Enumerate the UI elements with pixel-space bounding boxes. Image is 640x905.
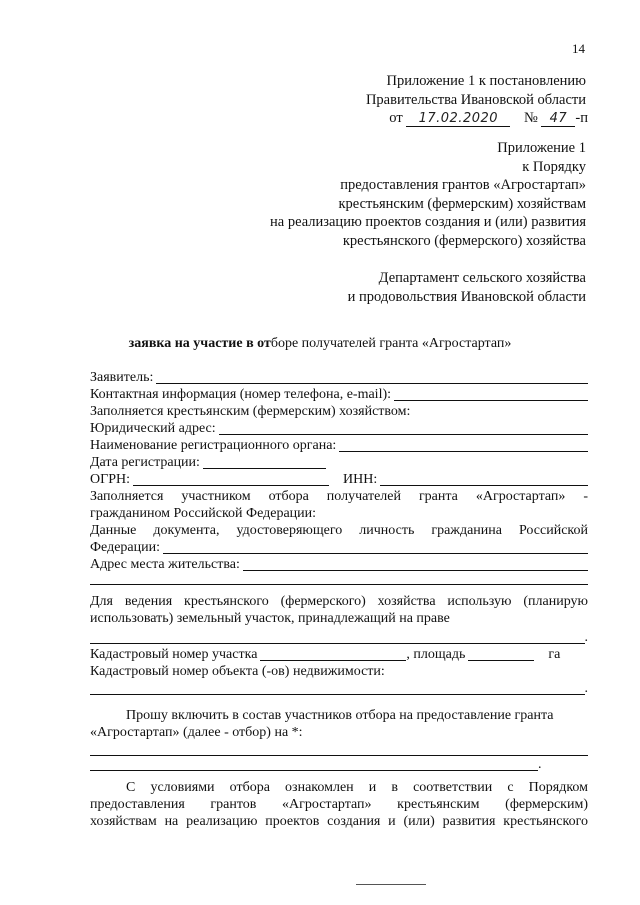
- id-doc-field[interactable]: [163, 541, 588, 554]
- reg-body-label: Наименование регистрационного органа:: [90, 438, 337, 453]
- land-row-1: [90, 593, 588, 610]
- id-doc-label-2: Федерации:: [90, 540, 161, 555]
- land-label-1: Для ведения крестьянского (фермерского) хозяйства использую (планирую: [90, 594, 588, 609]
- request-field-row-1: [90, 741, 588, 758]
- citizen-section-row-2: [90, 505, 588, 522]
- legal-address-row: [90, 420, 588, 437]
- legal-address-field[interactable]: [219, 422, 588, 435]
- resolution-number: 47: [541, 112, 575, 127]
- page-number: 14: [572, 41, 585, 56]
- cadastral-object-row: [90, 663, 588, 680]
- request-label-1: Прошу включить в состав участников отбора на предоставление гранта: [126, 708, 554, 723]
- form-title-bold: заявка на участие в от: [128, 336, 271, 351]
- reg-body-row: [90, 437, 588, 454]
- application-form: [90, 369, 588, 830]
- appendix-line-6: крестьянского (фермерского) хозяйства: [342, 232, 586, 249]
- id-doc-row-2: [90, 539, 588, 556]
- legal-address-label: Юридический адрес:: [90, 421, 216, 436]
- applicant-label: Заявитель:: [90, 370, 154, 385]
- footer-divider: [356, 884, 426, 885]
- request-label-2: «Агростартап» (далее - отбор) на *:: [90, 725, 303, 740]
- number-label: №: [523, 110, 538, 126]
- addressee-block: [348, 269, 586, 306]
- form-title: [0, 336, 640, 352]
- number-suffix: -п: [575, 110, 588, 126]
- cadastral-object-label: Кадастровый номер объекта (-ов) недвижимости:: [90, 664, 385, 679]
- citizen-section-label-1: Заполняется участником отбора получателей гранта «Агростартап» -: [90, 489, 588, 504]
- id-doc-label-1: Данные документа, удостоверяющего личность гражданина Российской: [90, 523, 588, 538]
- inn-field[interactable]: [380, 473, 588, 486]
- citizen-section-label-2: гражданином Российской Федерации:: [90, 506, 317, 521]
- applicant-row: [90, 369, 588, 386]
- reg-body-field[interactable]: [339, 439, 588, 452]
- appendix-line-4: крестьянским (фермерским) хозяйствам: [338, 195, 586, 212]
- resolution-date: 17.02.2020: [406, 112, 510, 127]
- reg-date-label: Дата регистрации:: [90, 455, 200, 470]
- request-field-row-2: .: [90, 758, 588, 773]
- request-row-1: [90, 707, 588, 724]
- residence-row: [90, 556, 588, 573]
- request-field-2[interactable]: [90, 758, 538, 771]
- land-row-2: [90, 610, 588, 627]
- area-field[interactable]: [468, 648, 534, 661]
- reg-date-field[interactable]: [203, 456, 326, 469]
- from-label: от: [389, 110, 403, 126]
- agree-label-1: С условиями отбора ознакомлен и в соответствии с Порядком: [126, 780, 588, 795]
- appendix-line-2: к Порядку: [522, 158, 586, 175]
- contact-row: [90, 386, 588, 403]
- resolution-line-1: Приложение 1 к постановлению: [386, 73, 586, 89]
- form-title-rest: боре получателей гранта «Агростартап»: [270, 336, 512, 351]
- land-label-2: использовать) земельный участок, принадлежащий на праве: [90, 611, 450, 626]
- ogrn-field[interactable]: [133, 473, 329, 486]
- kfh-section-label: Заполняется крестьянским (фермерским) хозяйством:: [90, 404, 411, 419]
- resolution-date-line: [366, 109, 588, 128]
- residence-field[interactable]: [243, 558, 588, 571]
- appendix-line-3: предоставления грантов «Агростартап»: [340, 177, 586, 193]
- cadastral-object-field-row: .: [90, 680, 588, 697]
- residence-field-continued[interactable]: [90, 572, 588, 585]
- resolution-line-2: Правительства Ивановской области: [365, 91, 586, 108]
- residence-field-continued-row: [90, 573, 588, 587]
- cadastral-object-field[interactable]: [90, 682, 585, 695]
- citizen-section-row-1: [90, 488, 588, 505]
- appendix-header: [270, 139, 586, 250]
- agree-row-1: [90, 779, 588, 796]
- inn-label: ИНН:: [343, 472, 378, 487]
- addressee-line-2: и продовольствия Ивановской области: [347, 288, 586, 305]
- agree-label-3: хозяйствам на реализацию проектов создания и (или) развития крестьянского: [90, 814, 588, 829]
- ogrn-inn-row: [90, 471, 588, 488]
- id-doc-row-1: [90, 522, 588, 539]
- contact-label: Контактная информация (номер телефона, e-mail):: [90, 387, 392, 402]
- area-unit: га: [548, 647, 561, 662]
- area-label: , площадь: [406, 647, 466, 662]
- contact-field[interactable]: [394, 388, 588, 401]
- applicant-field[interactable]: [156, 371, 588, 384]
- land-right-field[interactable]: [90, 631, 585, 644]
- land-right-row: .: [90, 627, 588, 646]
- addressee-line-1: Департамент сельского хозяйства: [378, 270, 586, 286]
- cadastral-plot-field[interactable]: [260, 648, 406, 661]
- agree-row-2: [90, 796, 588, 813]
- ogrn-label: ОГРН:: [90, 472, 130, 487]
- resolution-header: [366, 72, 586, 128]
- appendix-line-1: Приложение 1: [497, 140, 586, 156]
- request-field-1[interactable]: [90, 743, 588, 756]
- agree-row-3: [90, 813, 588, 830]
- cadastral-plot-row: [90, 646, 588, 663]
- appendix-line-5: на реализацию проектов создания и (или) развития: [270, 214, 586, 230]
- request-row-2: [90, 724, 588, 741]
- cadastral-plot-label: Кадастровый номер участка: [90, 647, 258, 662]
- residence-label: Адрес места жительства:: [90, 557, 240, 572]
- kfh-section-row: [90, 403, 588, 420]
- reg-date-row: [90, 454, 588, 471]
- agree-label-2: предоставления грантов «Агростартап» крестьянским (фермерским): [90, 797, 588, 812]
